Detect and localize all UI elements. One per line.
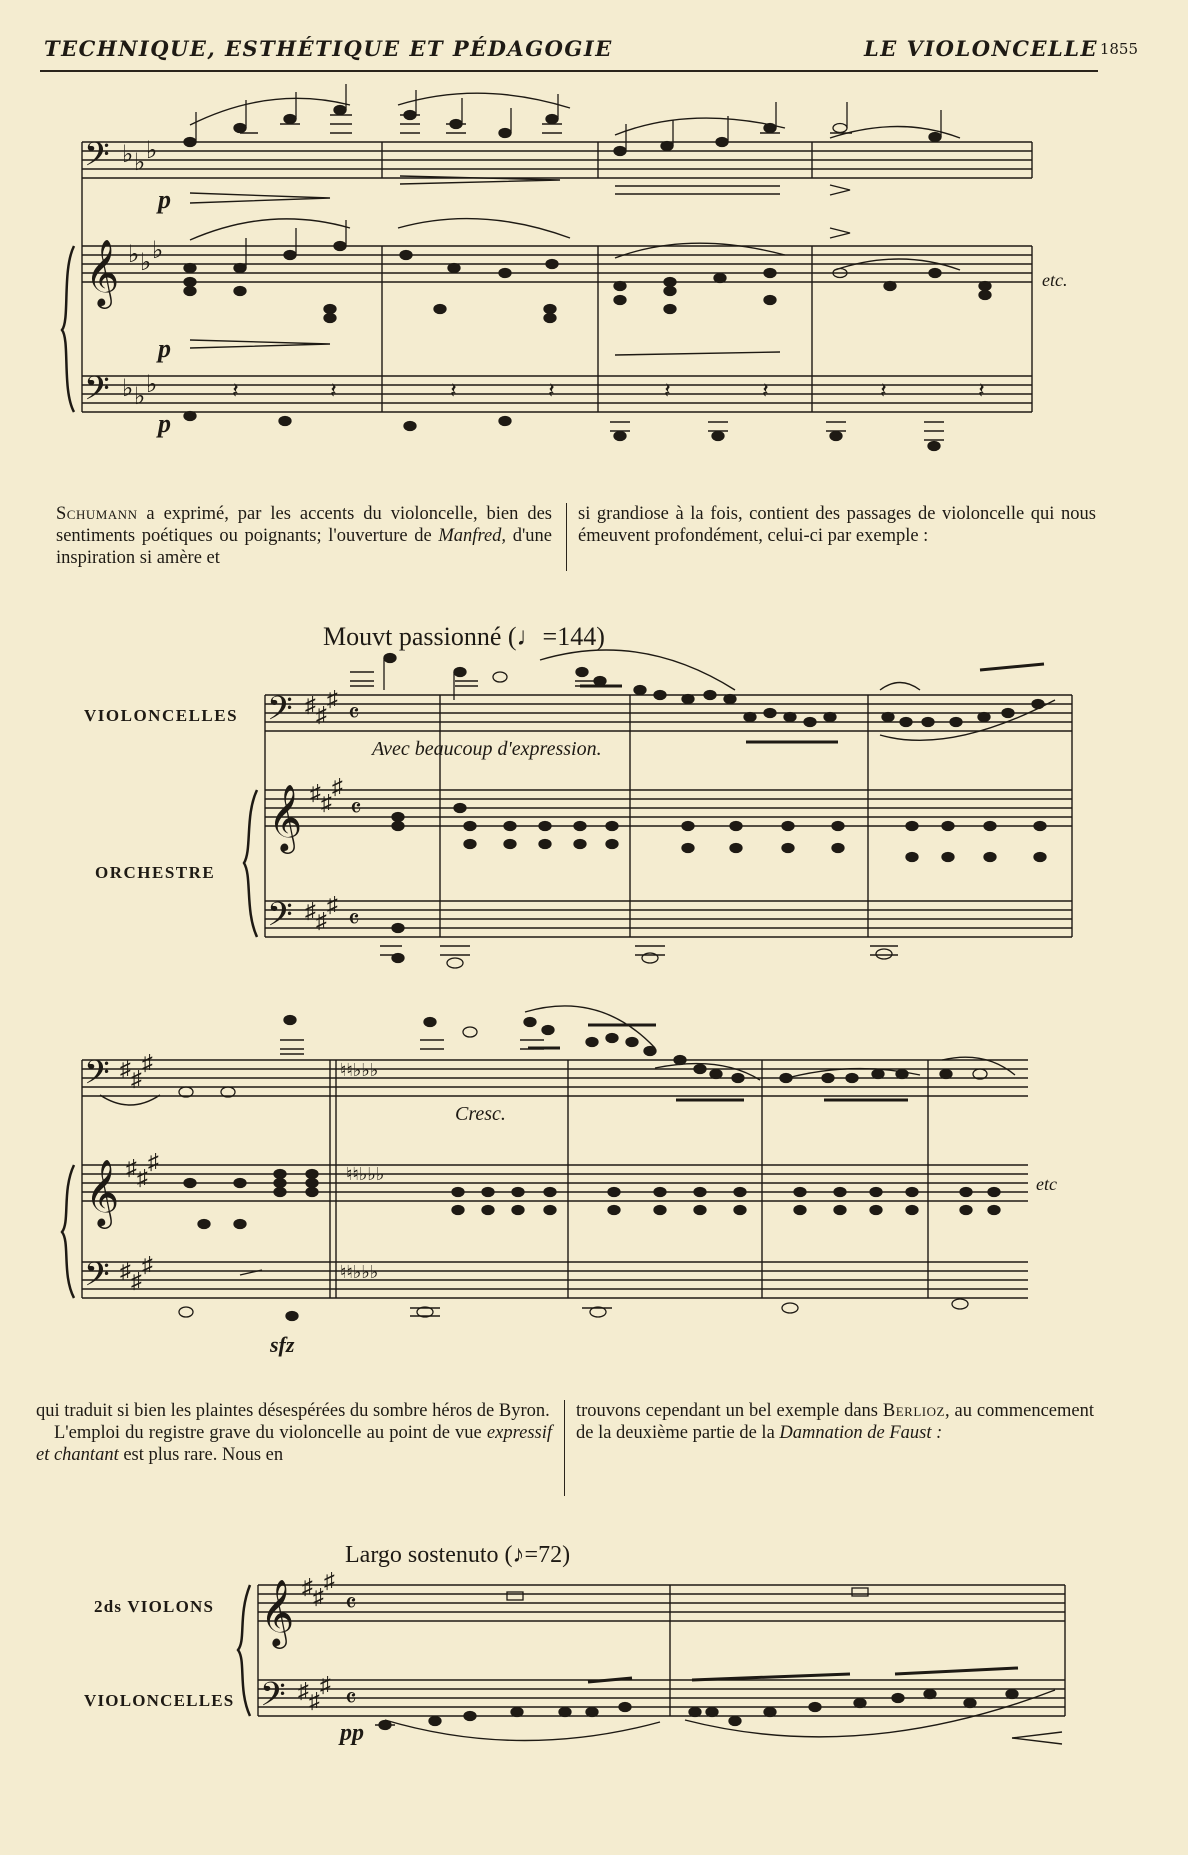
svg-text:♯: ♯ [302, 1574, 313, 1599]
etc-marking: etc. [1042, 270, 1068, 290]
svg-text:♯: ♯ [327, 892, 338, 917]
column-divider [564, 1400, 565, 1496]
staff-label-cellos: VIOLONCELLES [84, 1691, 235, 1710]
dynamic-marking: p [158, 409, 171, 438]
svg-text:♮♮♭♭♭: ♮♮♭♭♭ [346, 1164, 385, 1184]
svg-text:𝄴: 𝄴 [348, 699, 360, 728]
svg-text:𝄴: 𝄴 [348, 905, 360, 934]
svg-text:𝄢: 𝄢 [267, 896, 293, 941]
svg-text:♭: ♭ [146, 138, 158, 164]
paragraph-left-1: Schumann a exprimé, par les accents du violoncelle, bien des sentiments poétiques ou poignants; l'ouverture de Manfred, d'une inspiration si amère et [56, 504, 552, 568]
svg-text:♮♮♭♭♭: ♮♮♭♭♭ [340, 1262, 379, 1282]
svg-text:♯: ♯ [309, 1688, 320, 1713]
column-divider [566, 503, 567, 571]
svg-text:♯: ♯ [131, 1268, 142, 1293]
svg-text:𝄞: 𝄞 [260, 1580, 295, 1645]
svg-text:♯: ♯ [320, 1672, 331, 1697]
svg-text:𝄴: 𝄴 [345, 1684, 357, 1713]
svg-text:𝄢: 𝄢 [267, 690, 293, 735]
svg-text:𝄴: 𝄴 [350, 794, 362, 823]
svg-text:𝄽: 𝄽 [978, 378, 985, 403]
svg-text:♯: ♯ [126, 1155, 137, 1180]
svg-text:𝄢: 𝄢 [84, 1054, 110, 1099]
composer-name: Schumann [56, 504, 138, 524]
svg-text:♯: ♯ [137, 1165, 148, 1190]
svg-text:♭: ♭ [140, 250, 152, 276]
page-number: 1855 [1099, 40, 1138, 58]
crescendo-marking: Cresc. [455, 1103, 506, 1125]
svg-text:♯: ♯ [316, 908, 327, 933]
staff-cello-1 [82, 142, 1032, 178]
svg-text:𝄢: 𝄢 [260, 1676, 286, 1721]
svg-text:♯: ♯ [321, 790, 332, 815]
staff-label-violins: 2ds VIOLONS [94, 1597, 215, 1616]
staff-piano-bass [82, 376, 1032, 412]
svg-text:𝄞: 𝄞 [85, 1160, 120, 1225]
svg-text:𝄽: 𝄽 [450, 378, 457, 403]
staff-label-cellos: VIOLONCELLES [84, 706, 239, 725]
svg-text:♯: ♯ [332, 774, 343, 799]
paragraph-right-1: si grandiose à la fois, contient des passages de violoncelle qui nous émeuvent profondément, celui-ci par exemple : [578, 504, 1096, 546]
svg-text:𝄞: 𝄞 [85, 240, 120, 305]
running-head-left: TECHNIQUE, ESTHÉTIQUE ET PÉDAGOGIE [44, 36, 613, 61]
svg-text:♯: ♯ [327, 686, 338, 711]
running-head-right: LE VIOLONCELLE [863, 36, 1098, 61]
paragraph-left-2: qui traduit si bien les plaintes désespérées du sombre héros de Byron. L'emploi du registre grave du violoncelle au point de vue expressif et chantant est plus rare. Nous en [36, 1401, 552, 1465]
svg-text:♯: ♯ [148, 1149, 159, 1174]
svg-text:♯: ♯ [142, 1252, 153, 1277]
svg-text:♭: ♭ [152, 238, 164, 264]
svg-text:♯: ♯ [305, 692, 316, 717]
svg-text:♯: ♯ [120, 1258, 131, 1283]
svg-text:𝄢: 𝄢 [84, 1256, 110, 1301]
dynamic-marking: p [158, 185, 171, 214]
svg-text:𝄽: 𝄽 [762, 378, 769, 403]
svg-text:𝄽: 𝄽 [880, 378, 887, 403]
svg-text:♭: ♭ [134, 150, 146, 176]
tempo-marking: Mouvt passionné (♩=144) [323, 622, 605, 651]
dynamic-marking: pp [340, 1720, 364, 1746]
svg-text:♯: ♯ [310, 780, 321, 805]
svg-text:♭: ♭ [128, 242, 140, 268]
work-title: Manfred, [438, 526, 507, 546]
svg-text:♭: ♭ [134, 384, 146, 410]
svg-text:𝄢: 𝄢 [84, 370, 110, 415]
svg-text:♯: ♯ [142, 1050, 153, 1075]
svg-text:♯: ♯ [305, 898, 316, 923]
tempo-marking: Largo sostenuto (♪=72) [345, 1542, 571, 1568]
svg-text:𝄴: 𝄴 [345, 1589, 357, 1618]
header-rule [40, 70, 1098, 72]
sforzando-marking: sfz [270, 1332, 295, 1357]
svg-text:♯: ♯ [324, 1568, 335, 1593]
svg-text:♯: ♯ [120, 1056, 131, 1081]
svg-text:♯: ♯ [313, 1584, 324, 1609]
svg-text:♭: ♭ [122, 142, 134, 168]
svg-text:♭: ♭ [146, 372, 158, 398]
music-example-berlioz [0, 1520, 1188, 1855]
expression-marking: Avec beaucoup d'expression. [372, 738, 602, 760]
svg-text:♯: ♯ [298, 1678, 309, 1703]
svg-text:♭: ♭ [122, 376, 134, 402]
svg-text:♯: ♯ [316, 702, 327, 727]
svg-text:♮♮♭♭♭: ♮♮♭♭♭ [340, 1060, 379, 1080]
music-example-manfred [0, 610, 1188, 1360]
dynamic-marking: p [158, 334, 171, 363]
svg-text:𝄽: 𝄽 [330, 378, 337, 403]
music-example-schumann [0, 80, 1188, 470]
svg-text:𝄽: 𝄽 [232, 378, 239, 403]
work-title: Damnation de Faust : [779, 1423, 943, 1443]
svg-text:♯: ♯ [131, 1066, 142, 1091]
paragraph-right-2: trouvons cependant un bel exemple dans Berlioz, au commencement de la deuxième partie de la Damnation de Faust : [576, 1401, 1094, 1443]
svg-text:𝄽: 𝄽 [664, 378, 671, 403]
composer-name: Berlioz [882, 1401, 945, 1421]
svg-text:𝄢: 𝄢 [84, 136, 110, 181]
svg-text:𝄞: 𝄞 [268, 785, 303, 850]
svg-text:𝄽: 𝄽 [548, 378, 555, 403]
etc-marking: etc [1036, 1174, 1057, 1194]
staff-label-orchestra: ORCHESTRE [95, 863, 216, 882]
